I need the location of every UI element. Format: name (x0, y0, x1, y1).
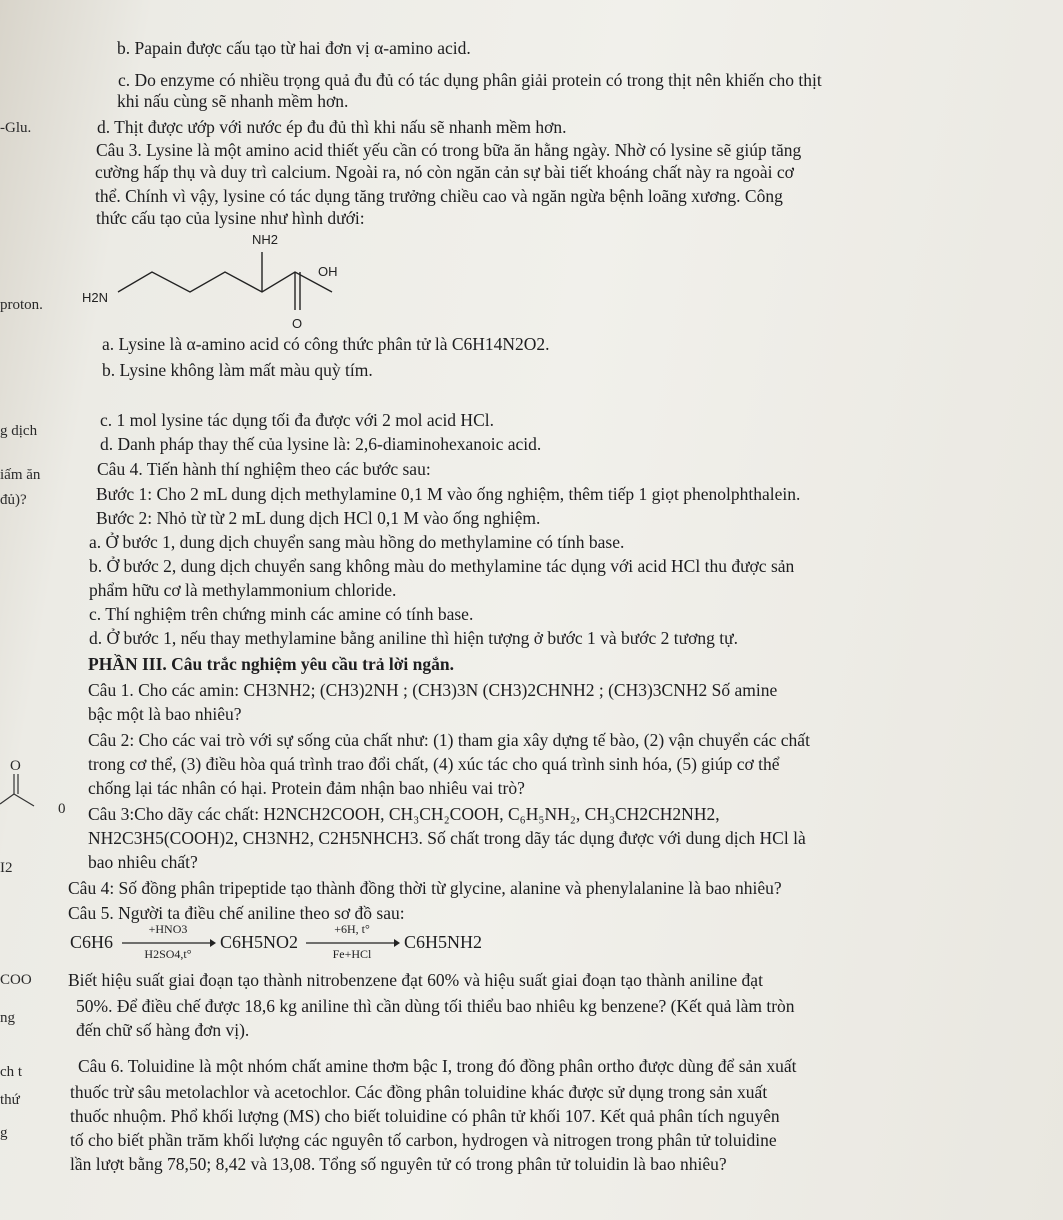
margin-structure-fragment (0, 770, 60, 810)
text-line: tố cho biết phần trăm khối lượng các nguyên tố carbon, hydrogen và nitrogen trong phân tử toluidine (70, 1130, 777, 1150)
text-line: c. Thí nghiệm trên chứng minh các amine có tính base. (89, 604, 474, 624)
margin-text: g dịch (0, 423, 38, 439)
text-line: Câu 3:Cho dãy các chất: H2NCH2COOH, CH₃CH₂COOH, C₆H₅NH₂, CH₃CH2CH2NH2, (88, 804, 720, 824)
text-line: Câu 4: Số đồng phân tripeptide tạo thành đồng thời từ glycine, alanine và phenylalanine là bao nhiêu? (68, 878, 782, 898)
text-line: đến chữ số hàng đơn vị). (76, 1020, 250, 1040)
text-line: Câu 1. Cho các amin: CH3NH2; (CH3)2NH ; (CH3)3N (CH3)2CHNH2 ; (CH3)3CNH2 Số amine (88, 680, 778, 700)
lysine-structure (80, 222, 360, 337)
margin-text: g (0, 1125, 8, 1141)
text-line: Câu 6. Toluidine là một nhóm chất amine thơm bậc I, trong đó đồng phân ortho được dùng để sản xuất (78, 1056, 797, 1076)
intermediate-nitrobenzene: C6H5NO2 (220, 932, 299, 952)
text-line: a. Lysine là α-amino acid có công thức phân tử là C6H14N2O2. (102, 334, 550, 354)
text-line: bao nhiêu chất? (88, 852, 198, 872)
text-line: Bước 1: Cho 2 mL dung dịch methylamine 0,1 M vào ống nghiệm, thêm tiếp 1 giọt phenolphthalein. (96, 484, 801, 504)
text-line: thể. Chính vì vậy, lysine có tác dụng tăng trưởng chiều cao và ngăn ngừa bệnh loãng xương. Công (95, 186, 783, 206)
text-line: Câu 3. Lysine là một amino acid thiết yếu cần có trong bữa ăn hằng ngày. Nhờ có lysine sẽ giúp tăng (96, 140, 802, 160)
reactant-benzene: C6H6 (70, 932, 114, 952)
text-line: cường hấp thụ và duy trì calcium. Ngoài ra, nó còn ngăn cản sự bài tiết khoáng chất này ra ngoài cơ (95, 162, 794, 182)
product-aniline: C6H5NH2 (404, 932, 483, 952)
o-label: O (292, 316, 303, 331)
text-line: chống lại tác nhân có hại. Protein đảm nhận bao nhiêu vai trò? (88, 778, 525, 798)
text-line: b. Lysine không làm mất màu quỳ tím. (102, 360, 373, 380)
text-line: b. Papain được cấu tạo từ hai đơn vị α-amino acid. (117, 38, 471, 58)
text-line: thức cấu tạo của lysine như hình dưới: (96, 208, 365, 228)
reagent-1-top: +HNO3 (148, 922, 188, 936)
text-line: Câu 2: Cho các vai trò với sự sống của chất như: (1) tham gia xây dựng tế bào, (2) vận chuyển các chất (88, 730, 810, 750)
text-line: c. Do enzyme có nhiều trọng quả đu đủ có tác dụng phân giải protein có trong thịt nên khiến cho thịt (118, 70, 822, 90)
text-line: Câu 5. Người ta điều chế aniline theo sơ đồ sau: (68, 903, 405, 923)
text-line: d. Thịt được ướp với nước ép đu đủ thì khi nấu sẽ nhanh mềm hơn. (97, 117, 567, 137)
section-heading: PHẦN III. Câu trắc nghiệm yêu cầu trả lời ngắn. (88, 654, 455, 674)
text-line: thuốc trừ sâu metolachlor và acetochlor. Các đồng phân toluidine khác được sử dụng trong sản xuất (70, 1082, 768, 1102)
text-line: b. Ở bước 2, dung dịch chuyển sang không màu do methylamine tác dụng với acid HCl thu được sản (89, 556, 795, 576)
margin-text: ch t (0, 1064, 23, 1080)
margin-text: -Glu. (0, 120, 32, 136)
text-line: lần lượt bằng 78,50; 8,42 và 13,08. Tổng số nguyên tử có trong phân tử toluidin là bao nhiêu? (70, 1154, 727, 1174)
text-line: 50%. Để điều chế được 18,6 kg aniline thì cần dùng tối thiểu bao nhiêu kg benzene? (Kết quả làm tròn (76, 996, 795, 1016)
reagent-2-bottom: Fe+HCl (332, 947, 372, 961)
reagent-1-bottom: H2SO4,t° (144, 947, 192, 961)
text-line: khi nấu cùng sẽ nhanh mềm hơn. (117, 91, 349, 111)
margin-text: ng (0, 1010, 15, 1026)
oh-label: OH (318, 264, 338, 279)
margin-text: proton. (0, 297, 43, 313)
text-line: Câu 4. Tiến hành thí nghiệm theo các bước sau: (97, 459, 431, 479)
text-line: NH2C3H5(COOH)2, CH3NH2, C2H5NHCH3. Số chất trong dãy tác dụng được với dung dịch HCl là (88, 828, 806, 848)
margin-text: I2 (0, 860, 13, 876)
margin-text: iấm ăn (0, 467, 41, 483)
text-line: a. Ở bước 1, dung dịch chuyển sang màu hồng do methylamine có tính base. (89, 532, 625, 552)
text-line: Biết hiệu suất giai đoạn tạo thành nitrobenzene đạt 60% và hiệu suất giai đoạn tạo thành aniline đạt (68, 970, 763, 990)
text-line: d. Danh pháp thay thế của lysine là: 2,6-diaminohexanoic acid. (100, 434, 542, 454)
text-line: trong cơ thể, (3) điều hòa quá trình trao đổi chất, (4) xúc tác cho quá trình sinh hóa, (5) giúp cơ thể (88, 754, 780, 774)
margin-text: O (10, 758, 21, 774)
margin-text: thứ (0, 1092, 20, 1108)
margin-text: COO (0, 972, 32, 988)
text-line: Bước 2: Nhỏ từ từ 2 mL dung dịch HCl 0,1 M vào ống nghiệm. (96, 508, 541, 528)
text-line: bậc một là bao nhiêu? (88, 704, 242, 724)
reagent-2-top: +6H, t° (334, 922, 370, 936)
nh2-label: NH2 (252, 232, 279, 247)
text-line: c. 1 mol lysine tác dụng tối đa được với 2 mol acid HCl. (100, 410, 494, 430)
margin-text: 0 (58, 801, 66, 817)
margin-text: đủ)? (0, 492, 27, 508)
text-line: phẩm hữu cơ là methylammonium chloride. (89, 580, 397, 600)
text-line: thuốc nhuộm. Phổ khối lượng (MS) cho biết toluidine có phân tử khối 107. Kết quả phân tích nguyên (70, 1106, 780, 1126)
h2n-label: H2N (82, 290, 109, 305)
text-line: d. Ở bước 1, nếu thay methylamine bằng aniline thì hiện tượng ở bước 1 và bước 2 tương tự. (89, 628, 738, 648)
